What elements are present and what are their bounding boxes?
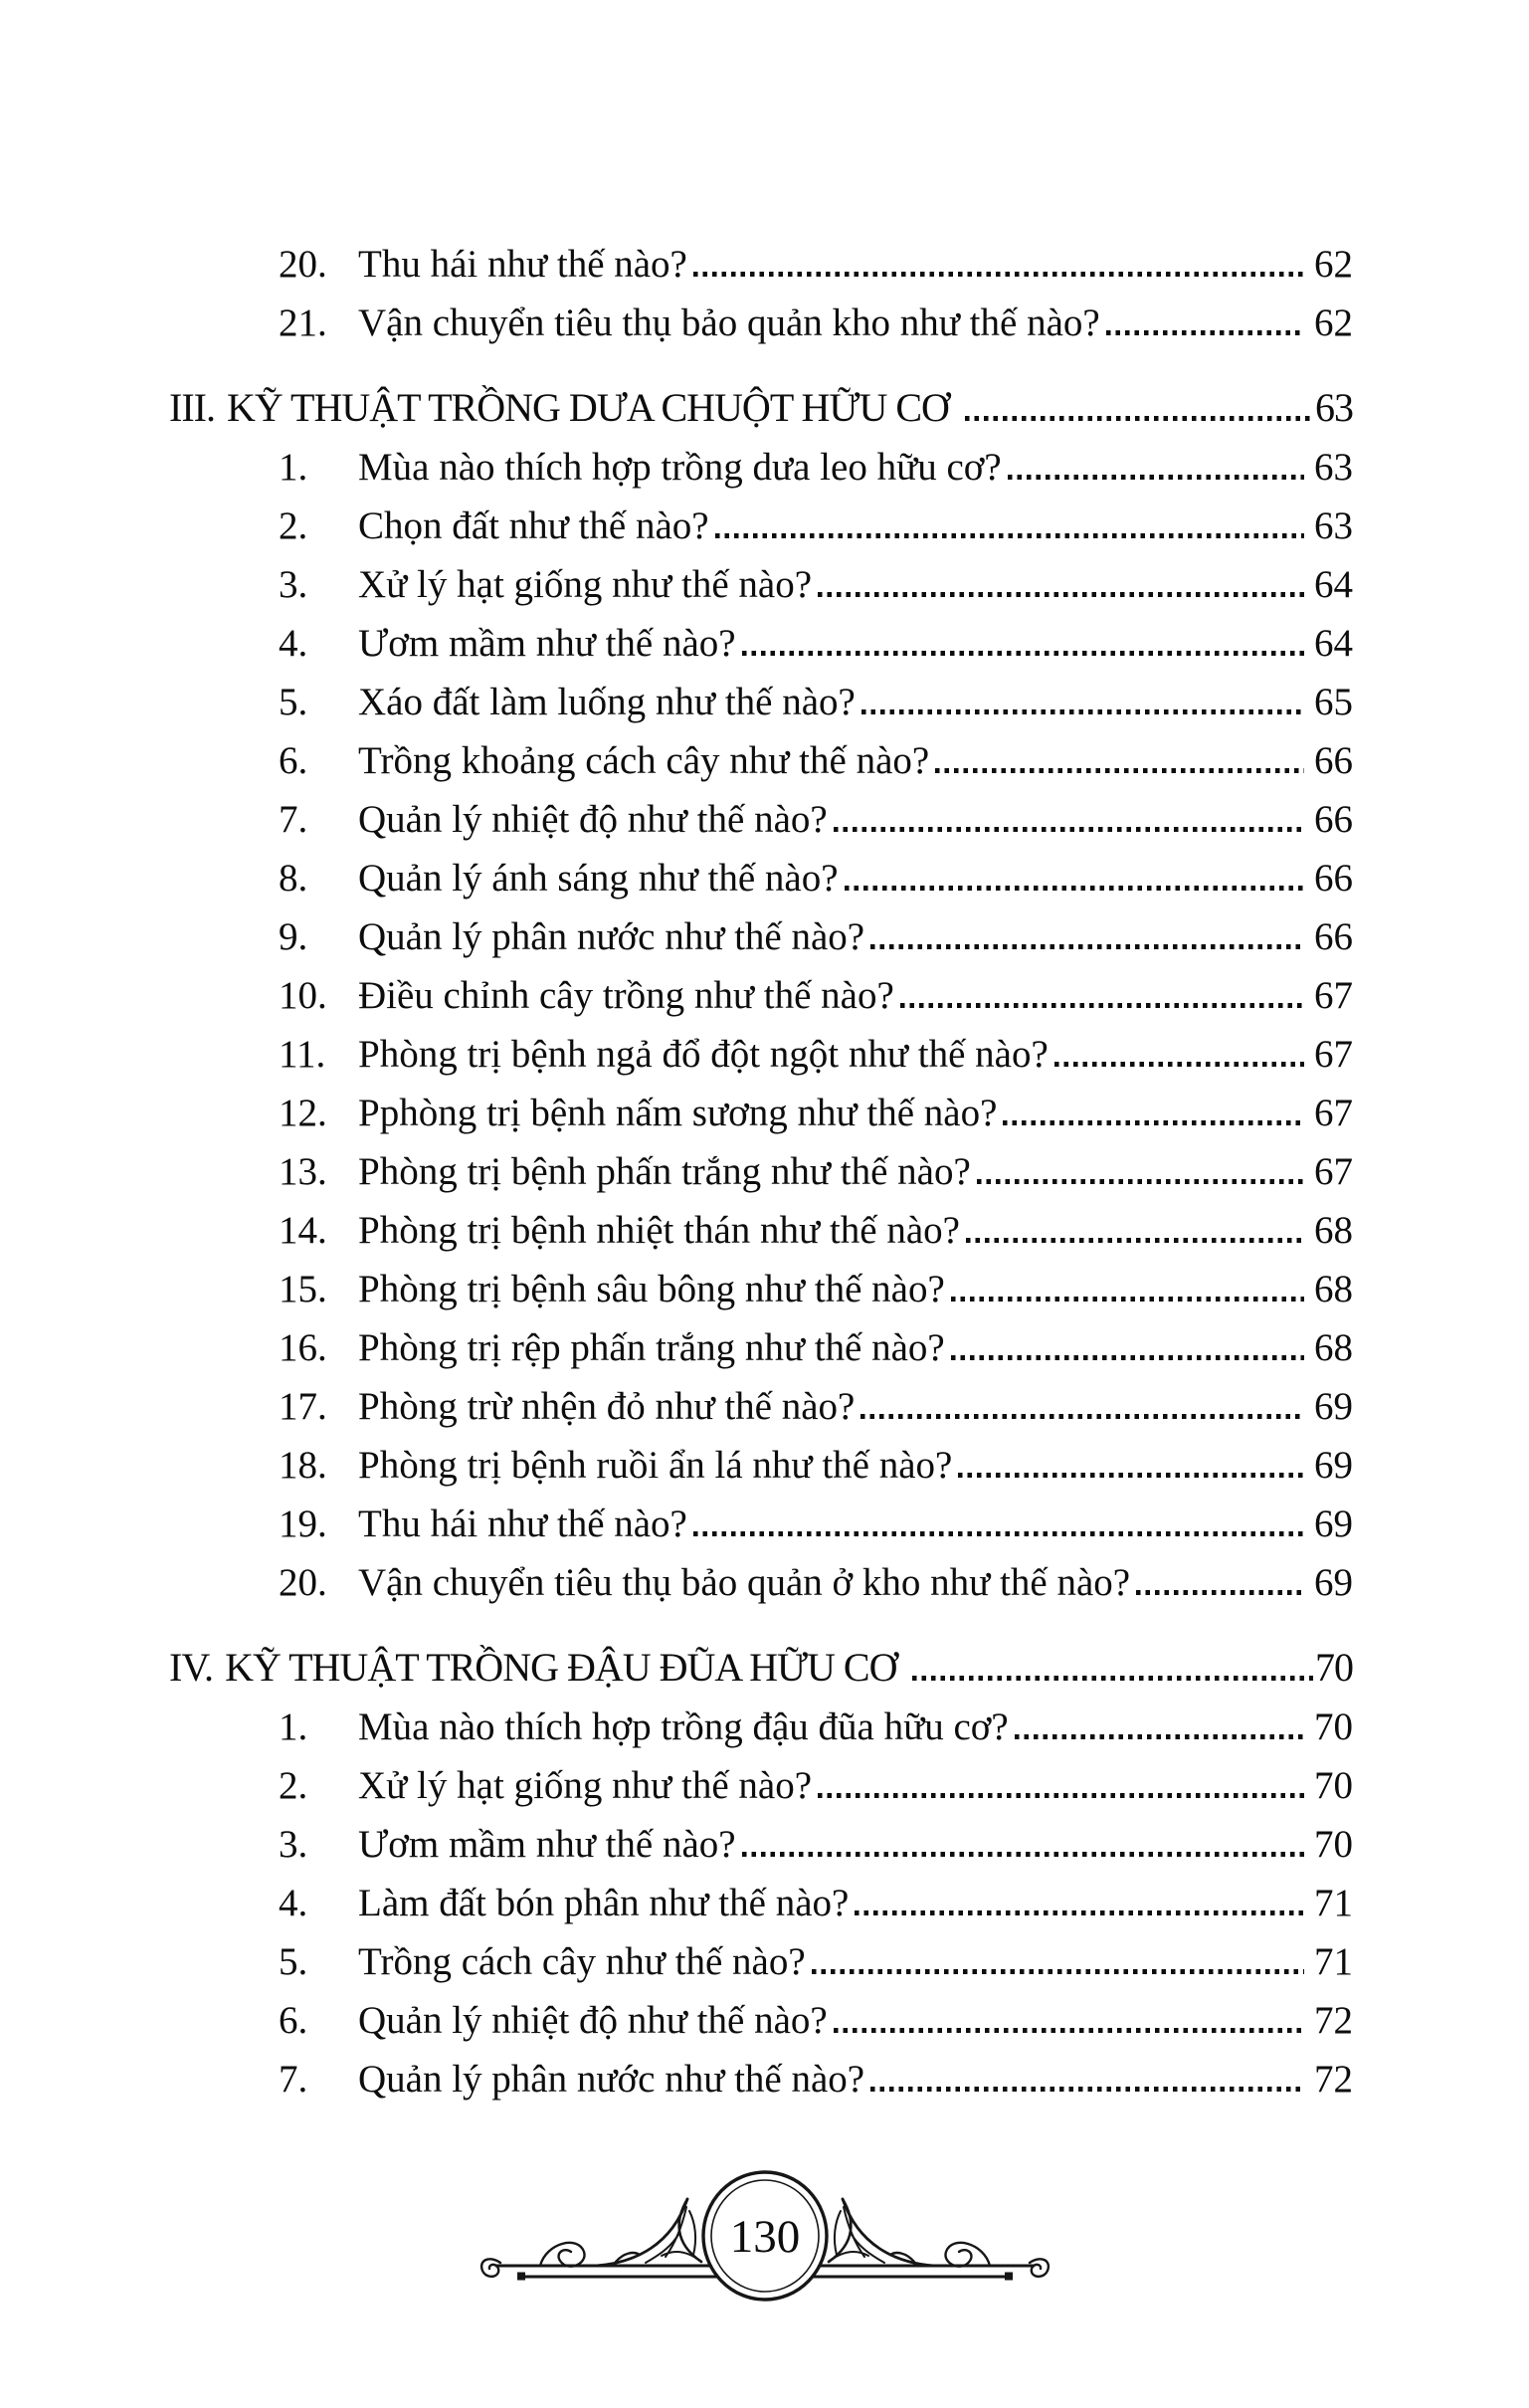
dot-leader-icon bbox=[870, 944, 1304, 949]
toc-entry-number: 4. bbox=[279, 1882, 308, 1924]
toc-entry-title: Quản lý nhiệt độ như thế nào? bbox=[358, 1999, 828, 2042]
dot-leader-icon bbox=[861, 709, 1304, 714]
toc-entry bbox=[169, 1492, 1353, 1550]
toc-entry bbox=[169, 1433, 1353, 1492]
toc-entry-page: 63 bbox=[1314, 504, 1353, 547]
dot-leader-icon bbox=[834, 2028, 1304, 2033]
dot-leader-icon bbox=[693, 1531, 1304, 1536]
dot-leader-icon bbox=[966, 1238, 1304, 1243]
dot-leader-icon bbox=[715, 533, 1304, 538]
dot-leader-icon bbox=[1136, 1590, 1304, 1595]
toc-entry-number: 3. bbox=[279, 1823, 308, 1866]
toc-entry-title: Xử lý hạt giống như thế nào? bbox=[358, 563, 813, 606]
toc-entry-page: 70 bbox=[1315, 1645, 1353, 1690]
toc-entry bbox=[169, 1812, 1353, 1871]
toc-entry-page: 67 bbox=[1314, 1033, 1353, 1076]
toc-entry-page: 68 bbox=[1314, 1209, 1353, 1252]
toc-entry-page: 68 bbox=[1314, 1326, 1353, 1369]
dot-leader-icon bbox=[742, 1852, 1304, 1857]
toc-entry bbox=[169, 1081, 1353, 1139]
toc-entry-title: Phòng trị bệnh ruồi ẩn lá như thế nào? bbox=[358, 1444, 953, 1487]
dot-leader-icon bbox=[951, 1355, 1304, 1360]
toc-entry-number: 10. bbox=[279, 974, 327, 1017]
dot-leader-icon bbox=[742, 651, 1304, 656]
toc-entry-page: 70 bbox=[1314, 1706, 1353, 1748]
dot-leader-icon bbox=[818, 1793, 1304, 1798]
toc-entry-number: 7. bbox=[279, 798, 308, 841]
toc-entry-page: 68 bbox=[1314, 1268, 1353, 1310]
toc-entry-title: Phòng trị rệp phấn trắng như thế nào? bbox=[358, 1326, 945, 1369]
toc-entry-page: 72 bbox=[1314, 1999, 1353, 2042]
toc-entry-number: 11. bbox=[279, 1033, 326, 1076]
dot-leader-icon bbox=[855, 1910, 1304, 1915]
toc-entry-page: 62 bbox=[1314, 301, 1353, 344]
toc-entry-page: 63 bbox=[1315, 385, 1353, 430]
dot-leader-icon bbox=[965, 416, 1313, 421]
toc-entry-title: Chọn đất như thế nào? bbox=[358, 504, 709, 547]
toc-entry bbox=[169, 846, 1353, 904]
toc-entry bbox=[169, 787, 1353, 846]
toc-entry-number: 14. bbox=[279, 1209, 327, 1252]
toc-entry-page: 66 bbox=[1314, 915, 1353, 958]
toc-entry-title: Quản lý ánh sáng như thế nào? bbox=[358, 857, 839, 900]
dot-leader-icon bbox=[935, 768, 1304, 773]
toc-entry-number: 17. bbox=[279, 1385, 327, 1428]
toc-entry-title: Ươm mầm như thế nào? bbox=[358, 622, 736, 665]
toc-entry-page: 64 bbox=[1314, 563, 1353, 606]
toc-entry-title: Pphòng trị bệnh nấm sương như thế nào? bbox=[358, 1092, 998, 1134]
dot-leader-icon bbox=[958, 1473, 1304, 1478]
toc-entry-page: 72 bbox=[1314, 2058, 1353, 2101]
dot-leader-icon bbox=[860, 1414, 1304, 1419]
toc-entry-number: 6. bbox=[279, 1999, 308, 2042]
toc-entry bbox=[169, 435, 1353, 494]
toc-entry-title: Vận chuyển tiêu thụ bảo quản ở kho như thế nào? bbox=[358, 1561, 1131, 1604]
toc-entry-title: Phòng trị bệnh nhiệt thán như thế nào? bbox=[358, 1209, 960, 1252]
toc-entry bbox=[169, 1198, 1353, 1257]
toc-entry bbox=[169, 1139, 1353, 1198]
toc-entry-title: Xáo đất làm luống như thế nào? bbox=[358, 681, 856, 723]
toc-entry-number: 1. bbox=[279, 446, 308, 489]
toc-entry-page: 63 bbox=[1314, 446, 1353, 489]
toc-entry-number: 1. bbox=[279, 1706, 308, 1748]
toc-entry-page: 64 bbox=[1314, 622, 1353, 665]
toc-entry-page: 69 bbox=[1314, 1503, 1353, 1545]
dot-leader-icon bbox=[818, 592, 1304, 597]
toc-entry-title: Điều chỉnh cây trồng như thế nào? bbox=[358, 974, 894, 1017]
toc-entry bbox=[169, 1631, 1353, 1695]
toc-entry-number: 2. bbox=[279, 1764, 308, 1807]
dot-leader-icon bbox=[1106, 330, 1304, 335]
toc-entry-title: Mùa nào thích hợp trồng dưa leo hữu cơ? bbox=[358, 446, 1002, 489]
dot-leader-icon bbox=[1015, 1734, 1304, 1739]
toc-entry-page: 69 bbox=[1314, 1561, 1353, 1604]
toc-entry bbox=[169, 728, 1353, 787]
toc-entry-number: 12. bbox=[279, 1092, 327, 1134]
toc-entry-page: 71 bbox=[1314, 1940, 1353, 1983]
dot-leader-icon bbox=[951, 1297, 1304, 1302]
page-footer-ornament bbox=[0, 2163, 1529, 2312]
toc-entry-number: 16. bbox=[279, 1326, 327, 1369]
dot-leader-icon bbox=[1003, 1120, 1304, 1125]
dot-leader-icon bbox=[912, 1676, 1313, 1681]
toc-entry bbox=[169, 494, 1353, 552]
toc-entry-number: IV. bbox=[169, 1645, 214, 1690]
toc-entry bbox=[169, 1753, 1353, 1812]
toc-entry-number: 5. bbox=[279, 681, 308, 723]
toc-entry bbox=[169, 904, 1353, 963]
toc-entry bbox=[169, 1550, 1353, 1609]
toc-entry-page: 66 bbox=[1314, 798, 1353, 841]
toc-entry bbox=[169, 1695, 1353, 1753]
toc-entry bbox=[169, 1988, 1353, 2047]
toc-entry-number: 5. bbox=[279, 1940, 308, 1983]
toc-entry-number: 2. bbox=[279, 504, 308, 547]
toc-entry-number: 9. bbox=[279, 915, 308, 958]
toc-list bbox=[169, 232, 1353, 2106]
toc-entry-title: Thu hái như thế nào? bbox=[358, 1503, 687, 1545]
toc-entry bbox=[169, 1374, 1353, 1433]
toc-entry bbox=[169, 2047, 1353, 2106]
toc-entry-number: 7. bbox=[279, 2058, 308, 2101]
toc-entry-title: KỸ THUẬT TRỒNG ĐẬU ĐŨA HỮU CƠ bbox=[225, 1645, 897, 1690]
toc-entry-title: Phòng trị bệnh ngả đổ đột ngột như thế nào? bbox=[358, 1033, 1049, 1076]
toc-entry bbox=[169, 1871, 1353, 1929]
toc-entry-title: Phòng trị bệnh sâu bông như thế nào? bbox=[358, 1268, 945, 1310]
toc-entry bbox=[169, 1257, 1353, 1315]
dot-leader-icon bbox=[693, 272, 1304, 277]
toc-entry-page: 70 bbox=[1314, 1823, 1353, 1866]
dot-leader-icon bbox=[812, 1969, 1304, 1974]
dot-leader-icon bbox=[900, 1003, 1304, 1008]
toc-entry-title: Xử lý hạt giống như thế nào? bbox=[358, 1764, 813, 1807]
toc-entry bbox=[169, 291, 1353, 349]
toc-entry-title: KỸ THUẬT TRỒNG DƯA CHUỘT HỮU CƠ bbox=[226, 385, 949, 430]
toc-entry-title: Phòng trừ nhện đỏ như thế nào? bbox=[358, 1385, 856, 1428]
toc-entry-page: 65 bbox=[1314, 681, 1353, 723]
flourish-divider-icon bbox=[477, 2163, 1053, 2312]
dot-leader-icon bbox=[845, 886, 1304, 891]
toc-entry-title: Trồng khoảng cách cây như thế nào? bbox=[358, 739, 930, 782]
toc-entry bbox=[169, 371, 1353, 435]
dot-leader-icon bbox=[834, 827, 1304, 832]
toc-entry-page: 69 bbox=[1314, 1444, 1353, 1487]
toc-entry-page: 66 bbox=[1314, 857, 1353, 900]
toc-entry-number: 20. bbox=[279, 243, 327, 286]
toc-entry bbox=[169, 552, 1353, 611]
toc-entry-number: 4. bbox=[279, 622, 308, 665]
toc-entry-title: Mùa nào thích hợp trồng đậu đũa hữu cơ? bbox=[358, 1706, 1009, 1748]
toc-entry bbox=[169, 1929, 1353, 1988]
toc-entry-title: Vận chuyển tiêu thụ bảo quản kho như thế nào? bbox=[358, 301, 1100, 344]
dot-leader-icon bbox=[1008, 475, 1304, 480]
toc-entry-page: 71 bbox=[1314, 1882, 1353, 1924]
toc-entry-number: 20. bbox=[279, 1561, 327, 1604]
toc-entry bbox=[169, 1315, 1353, 1374]
toc-entry-number: 19. bbox=[279, 1503, 327, 1545]
dot-leader-icon bbox=[977, 1179, 1304, 1184]
toc-entry-page: 70 bbox=[1314, 1764, 1353, 1807]
toc-entry-number: 15. bbox=[279, 1268, 327, 1310]
dot-leader-icon bbox=[1054, 1062, 1304, 1067]
toc-entry bbox=[169, 670, 1353, 728]
toc-entry-number: 3. bbox=[279, 563, 308, 606]
toc-entry-number: 8. bbox=[279, 857, 308, 900]
toc-entry-page: 62 bbox=[1314, 243, 1353, 286]
toc-entry-number: 13. bbox=[279, 1150, 327, 1193]
toc-entry-page: 67 bbox=[1314, 1092, 1353, 1134]
toc-entry bbox=[169, 963, 1353, 1022]
toc-entry-title: Phòng trị bệnh phấn trắng như thế nào? bbox=[358, 1150, 971, 1193]
toc-entry bbox=[169, 232, 1353, 291]
toc-entry-title: Quản lý nhiệt độ như thế nào? bbox=[358, 798, 828, 841]
toc-entry-number: III. bbox=[169, 385, 215, 430]
toc-entry-title: Quản lý phân nước như thế nào? bbox=[358, 915, 865, 958]
toc-entry-title: Trồng cách cây như thế nào? bbox=[358, 1940, 806, 1983]
toc-entry-title: Quản lý phân nước như thế nào? bbox=[358, 2058, 865, 2101]
toc-entry-page: 66 bbox=[1314, 739, 1353, 782]
toc-entry-title: Thu hái như thế nào? bbox=[358, 243, 687, 286]
toc-entry-page: 67 bbox=[1314, 974, 1353, 1017]
toc-entry-title: Làm đất bón phân như thế nào? bbox=[358, 1882, 850, 1924]
dot-leader-icon bbox=[870, 2087, 1304, 2092]
toc-entry bbox=[169, 1022, 1353, 1081]
toc-entry bbox=[169, 611, 1353, 670]
page-number: 130 bbox=[729, 2211, 800, 2263]
toc-entry-number: 21. bbox=[279, 301, 327, 344]
toc-entry-page: 67 bbox=[1314, 1150, 1353, 1193]
toc-entry-number: 6. bbox=[279, 739, 308, 782]
toc-entry-number: 18. bbox=[279, 1444, 327, 1487]
toc-entry-title: Ươm mầm như thế nào? bbox=[358, 1823, 736, 1866]
toc-entry-page: 69 bbox=[1314, 1385, 1353, 1428]
